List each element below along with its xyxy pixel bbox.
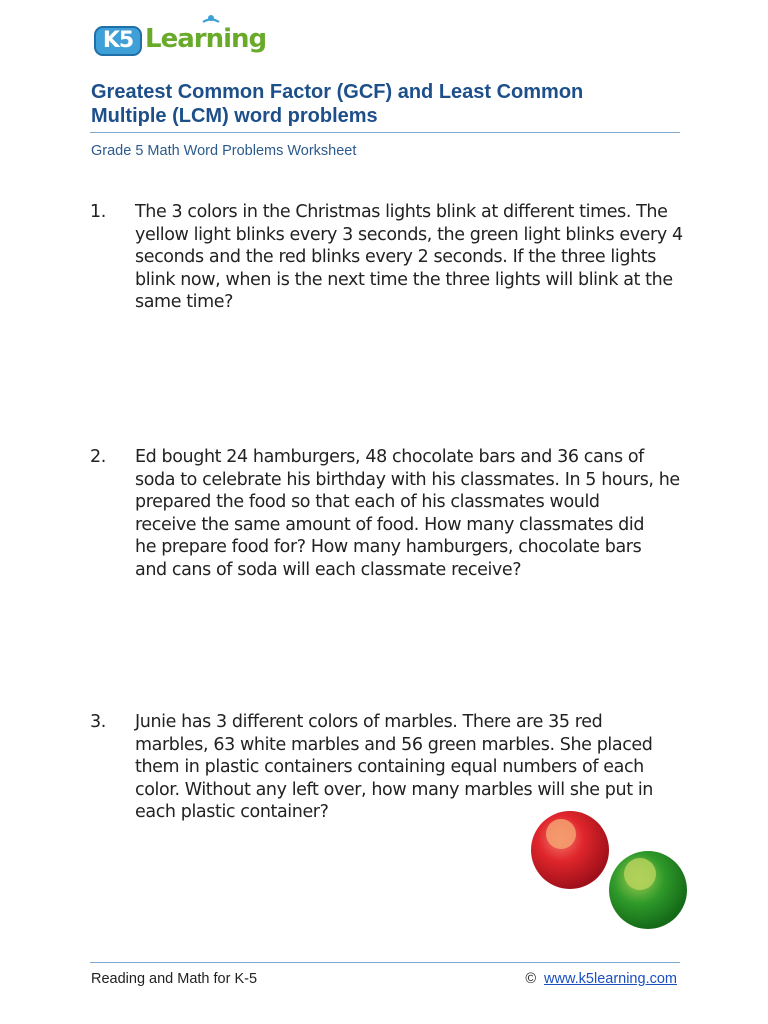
- worksheet-title: [91, 80, 691, 128]
- problem-line: same time?: [135, 292, 234, 312]
- title-line: Multiple (LCM) word problems: [91, 105, 378, 127]
- problem-text: [135, 446, 685, 581]
- problem-line: he prepare food for? How many hamburgers, chocolate bars: [135, 537, 642, 557]
- red-marble: [531, 811, 609, 889]
- header-divider: [90, 132, 680, 133]
- problem-number: 3.: [90, 712, 106, 732]
- k5-learning-logo: [92, 14, 267, 60]
- problem-line: and cans of soda will each classmate receive?: [135, 559, 522, 580]
- copyright-symbol: ©: [525, 971, 537, 987]
- problem-number: 1.: [90, 202, 106, 222]
- problem-line: Ed bought 24 hamburgers, 48 chocolate bars and 36 cans of: [135, 447, 644, 467]
- problem-line: blink now, when is the next time the three lights will blink at the: [135, 269, 673, 290]
- problem-number: 2.: [90, 447, 106, 467]
- problem-line: soda to celebrate his birthday with his classmates. In 5 hours, he: [135, 469, 680, 490]
- footer-divider: [90, 962, 680, 963]
- logo-badge: K5: [94, 26, 142, 56]
- problem-line: receive the same amount of food. How many classmates did: [135, 514, 645, 535]
- problem-line: prepared the food so that each of his classmates would: [135, 492, 600, 512]
- problem-line: seconds and the red blinks every 2 seconds. If the three lights: [135, 247, 656, 267]
- footer-copyright: [525, 971, 677, 987]
- problem-text: [135, 711, 685, 824]
- footer-tagline: Reading and Math for K-5: [91, 971, 258, 987]
- logo-figure-icon: [200, 14, 222, 30]
- problem-line: marbles, 63 white marbles and 56 green marbles. She placed: [135, 734, 653, 755]
- problem-line: yellow light blinks every 3 seconds, the green light blinks every 4: [135, 224, 683, 245]
- logo-word: Learning: [145, 24, 267, 54]
- website-link[interactable]: www.k5learning.com: [544, 971, 677, 987]
- worksheet-subtitle: Grade 5 Math Word Problems Worksheet: [91, 143, 357, 159]
- problem-text: [135, 201, 685, 314]
- title-line: Greatest Common Factor (GCF) and Least Common: [91, 81, 584, 103]
- problem-line: color. Without any left over, how many marbles will she put in: [135, 779, 653, 800]
- marbles-illustration: [530, 808, 690, 933]
- problem-line: each plastic container?: [135, 802, 329, 822]
- green-marble: [609, 851, 687, 929]
- problem-line: The 3 colors in the Christmas lights blink at different times. The: [135, 202, 668, 222]
- problem-line: them in plastic containers containing equal numbers of each: [135, 757, 644, 777]
- problem-line: Junie has 3 different colors of marbles. There are 35 red: [135, 712, 603, 732]
